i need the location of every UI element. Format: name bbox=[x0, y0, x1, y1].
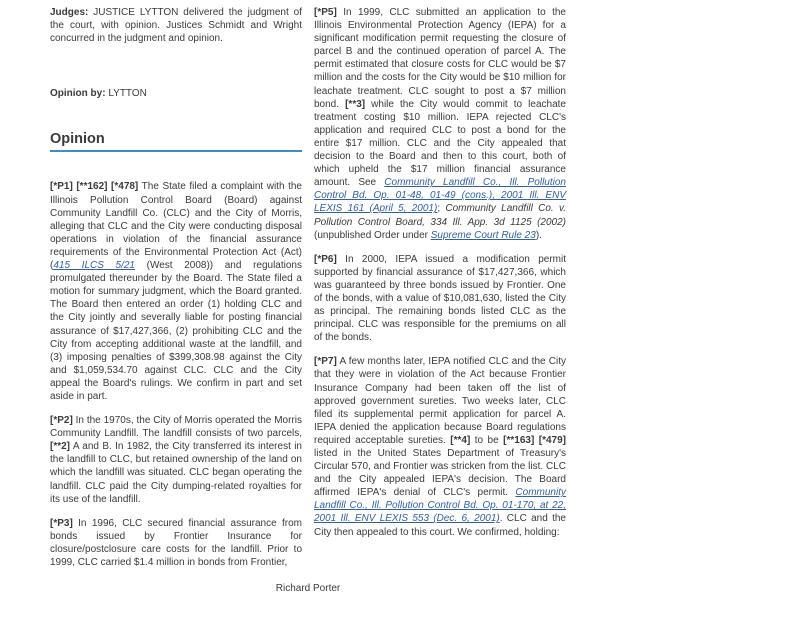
p1-marker: [*P1] [**162] [*478] bbox=[50, 181, 139, 193]
p1-text-b: (West 2008)) and regulations promulgated thereunder by the Board. The State filed a motion for summary judgment, which the Board granted. The Board then entered an order (1) holding CLC and the City jointly and severally liable for posting financial assurance of $17,427,366, (2) prohibiting CLC and the City from accepting additional waste at the landfill, and (3) imposing penalties of $399,308.98 against the City and $1,059,534.70 against CLC. CLC and the City appeal the Board's rulings. We confirm in part and set aside in part. bbox=[50, 260, 302, 402]
paragraph-p1 bbox=[50, 180, 302, 403]
judges-line bbox=[50, 6, 302, 45]
p2-marker: [*P2] bbox=[50, 415, 73, 427]
paragraph-p7 bbox=[314, 355, 566, 538]
p5-text-c: ; bbox=[437, 203, 446, 215]
p2-text-b: A and B. In 1982, the City transferred its interest in the landfill to CLC, but retained ownership of the land on which the landfill was situated. CLC began operating the landfill. CLC paid the City dumping-related royalties for its use of the landfill. bbox=[50, 441, 302, 505]
case-citation: Community Landfill Co. v. Pollution Control Board, 334 Ill. App. 3d 1125 (2002) bbox=[314, 203, 566, 228]
p7-text-a: A few months later, IEPA notified CLC and the City that they were in violation of the Act because Frontier Insurance Company had been taken off the list of approved government sureties. Two weeks later, CLC filed its supplemental permit application for parcel A. IEPA denied the application because Board regulations required acceptable sureties. bbox=[314, 356, 566, 446]
paragraph-p3 bbox=[50, 517, 302, 569]
p6-marker: [*P6] bbox=[314, 253, 337, 265]
p1-text-a: The State filed a complaint with the Illinois Pollution Control Board (Board) against Community Landfill Co. (CLC) and the City of Morris, alleging that CLC and the City were conducting disposal operations in violation of the financial assurance requirements of the Environmental Protection Act (Act) ( bbox=[50, 181, 302, 272]
paragraph-p6 bbox=[314, 253, 566, 345]
p7-page-marker-163: [**163] [*479] bbox=[503, 434, 566, 446]
citation-link-2001-lexis-161[interactable]: Community Landfill Co., Ill. Pollution Control Bd. Op. 01-48, 01-49 (cons.), 2001 Ill. ENV LEXIS 161 (April 5, 2001) bbox=[314, 177, 566, 215]
p3-marker: [*P3] bbox=[50, 517, 73, 529]
footer-author: Richard Porter bbox=[275, 583, 341, 594]
p7-page-marker-4: [**4] bbox=[450, 434, 471, 446]
opinion-by-line bbox=[50, 87, 302, 100]
p2-text-a: In the 1970s, the City of Morris operated the Morris Community Landfill. The landfill consists of two parcels, bbox=[50, 415, 302, 440]
right-column bbox=[314, 6, 566, 539]
p7-marker: [*P7] bbox=[314, 356, 337, 368]
p5-text-d: (unpublished Order under bbox=[314, 229, 431, 241]
paragraph-p2 bbox=[50, 414, 302, 506]
opinion-heading: Opinion bbox=[50, 133, 302, 152]
judges-text: JUSTICE LYTTON delivered the judgment of the court, with opinion. Justices Schmidt and Wright concurred in the judgment and opinion. bbox=[50, 7, 302, 45]
p7-text-d: . CLC and the City then appealed to this court. We confirmed, holding: bbox=[314, 513, 566, 538]
p7-text-c: listed in the United States Department of Treasury's Circular 570, and Frontier was stricken from the list. CLC and the City appealed IEPA's decision. The Board affirmed IEPA's denial of CLC's permit. bbox=[314, 448, 566, 499]
opinion-by-label: Opinion by: bbox=[50, 88, 106, 100]
paragraph-p5 bbox=[314, 6, 566, 242]
citation-link-2001-lexis-553[interactable]: Community Landfill Co., Ill. Pollution Control Bd. Op. 01-170, at 22, 2001 Ill. ENV LEXIS 553 (Dec. 6, 2001) bbox=[314, 487, 566, 525]
p6-text: In 2000, IEPA issued a modification permit supported by financial assurance of $17,427,366, which was guaranteed by three bonds issued by Frontier. One of the bonds, with a value of $10,081,630, listed the City as principal. The remaining bonds listed CLC as the principal. CLC was responsible for the premiums on all of the bonds. bbox=[314, 253, 566, 344]
p5-text-a: In 1999, CLC submitted an application to the Illinois Environmental Protection Agency (IEPA) for a significant modification permit requesting the closure of parcel B and the continued operation of parcel A. The permit estimated that closure costs for CLC would be $7 million and the costs for the City would be $10 million for leachate treatment. CLC sought to post a $7 million bond. bbox=[314, 7, 566, 110]
p2-page-marker: [**2] bbox=[50, 441, 71, 453]
opinion-by-name: LYTTON bbox=[105, 88, 147, 100]
p3-text: In 1996, CLC secured financial assurance from bonds issued by Frontier Insurance for closure/postclosure care costs for the landfill. Prior to 1999, CLC carried $1.4 million in bonds from Frontier, bbox=[50, 517, 302, 568]
p5-text-e: ). bbox=[535, 229, 542, 241]
rule-23-link[interactable]: Supreme Court Rule 23 bbox=[430, 229, 536, 241]
p7-text-b: to be bbox=[470, 434, 504, 446]
p5-marker: [*P5] bbox=[314, 7, 337, 18]
judges-label: Judges: bbox=[50, 7, 89, 18]
statute-link[interactable]: 415 ILCS 5/21 bbox=[53, 260, 135, 272]
left-column bbox=[50, 6, 302, 569]
p5-page-marker: [**3] bbox=[345, 98, 366, 110]
p5-text-b: while the City would commit to leachate treatment costing $10 million. IEPA rejected CLC's application and required CLC to post a bond for the entire $17 million. CLC and the City appealed that decision to the Board and then to this court, both of which upheld the $17 million financial assurance amount. See bbox=[314, 98, 566, 189]
